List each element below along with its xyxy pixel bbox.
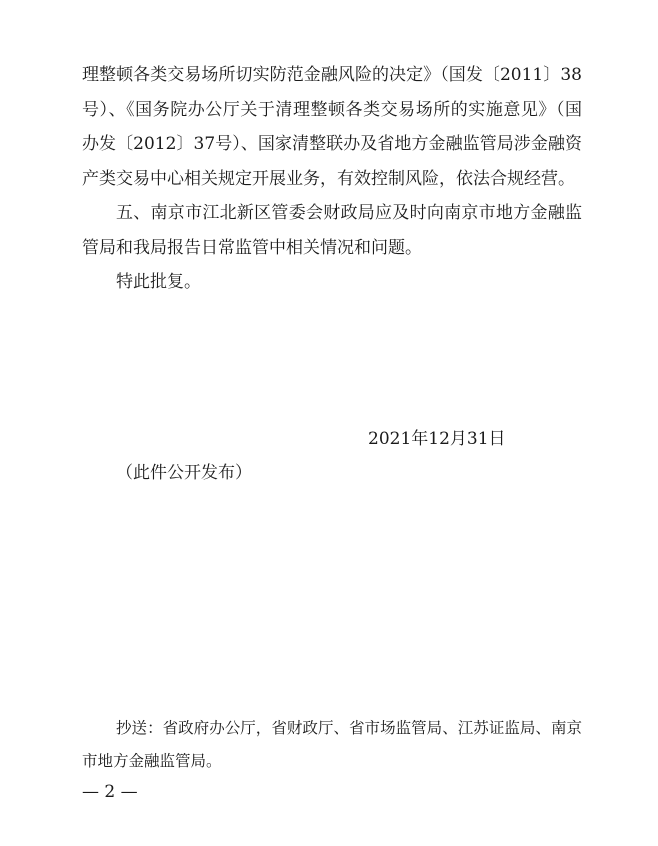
cc-text: 抄送：省政府办公厅，省财政厅、省市场监管局、江苏证监局、南京市地方金融监管局。 <box>82 719 582 770</box>
issue-date: 2021年12月31日 <box>368 429 506 449</box>
page-number: — 2 — <box>82 782 138 802</box>
document-body <box>82 58 582 300</box>
paragraph-continuation: 理整顿各类交易场所切实防范金融风险的决定》（国发〔2011〕38号）、《国务院办公厅关于清理整顿各类交易场所的实施意见》（国办发〔2012〕37号）、国家清整联办及省地方金融监管局涉金融资产类交易中心相关规定开展业务，有效控制风险，依法合规经营。 <box>82 65 582 189</box>
public-release-note: （此件公开发布） <box>116 463 252 483</box>
cc-recipients <box>82 712 582 778</box>
paragraph-item-five: 五、南京市江北新区管委会财政局应及时向南京市地方金融监管局和我局报告日常监管中相关情况和问题。 <box>82 203 582 258</box>
paragraph-closing: 特此批复。 <box>116 272 201 292</box>
